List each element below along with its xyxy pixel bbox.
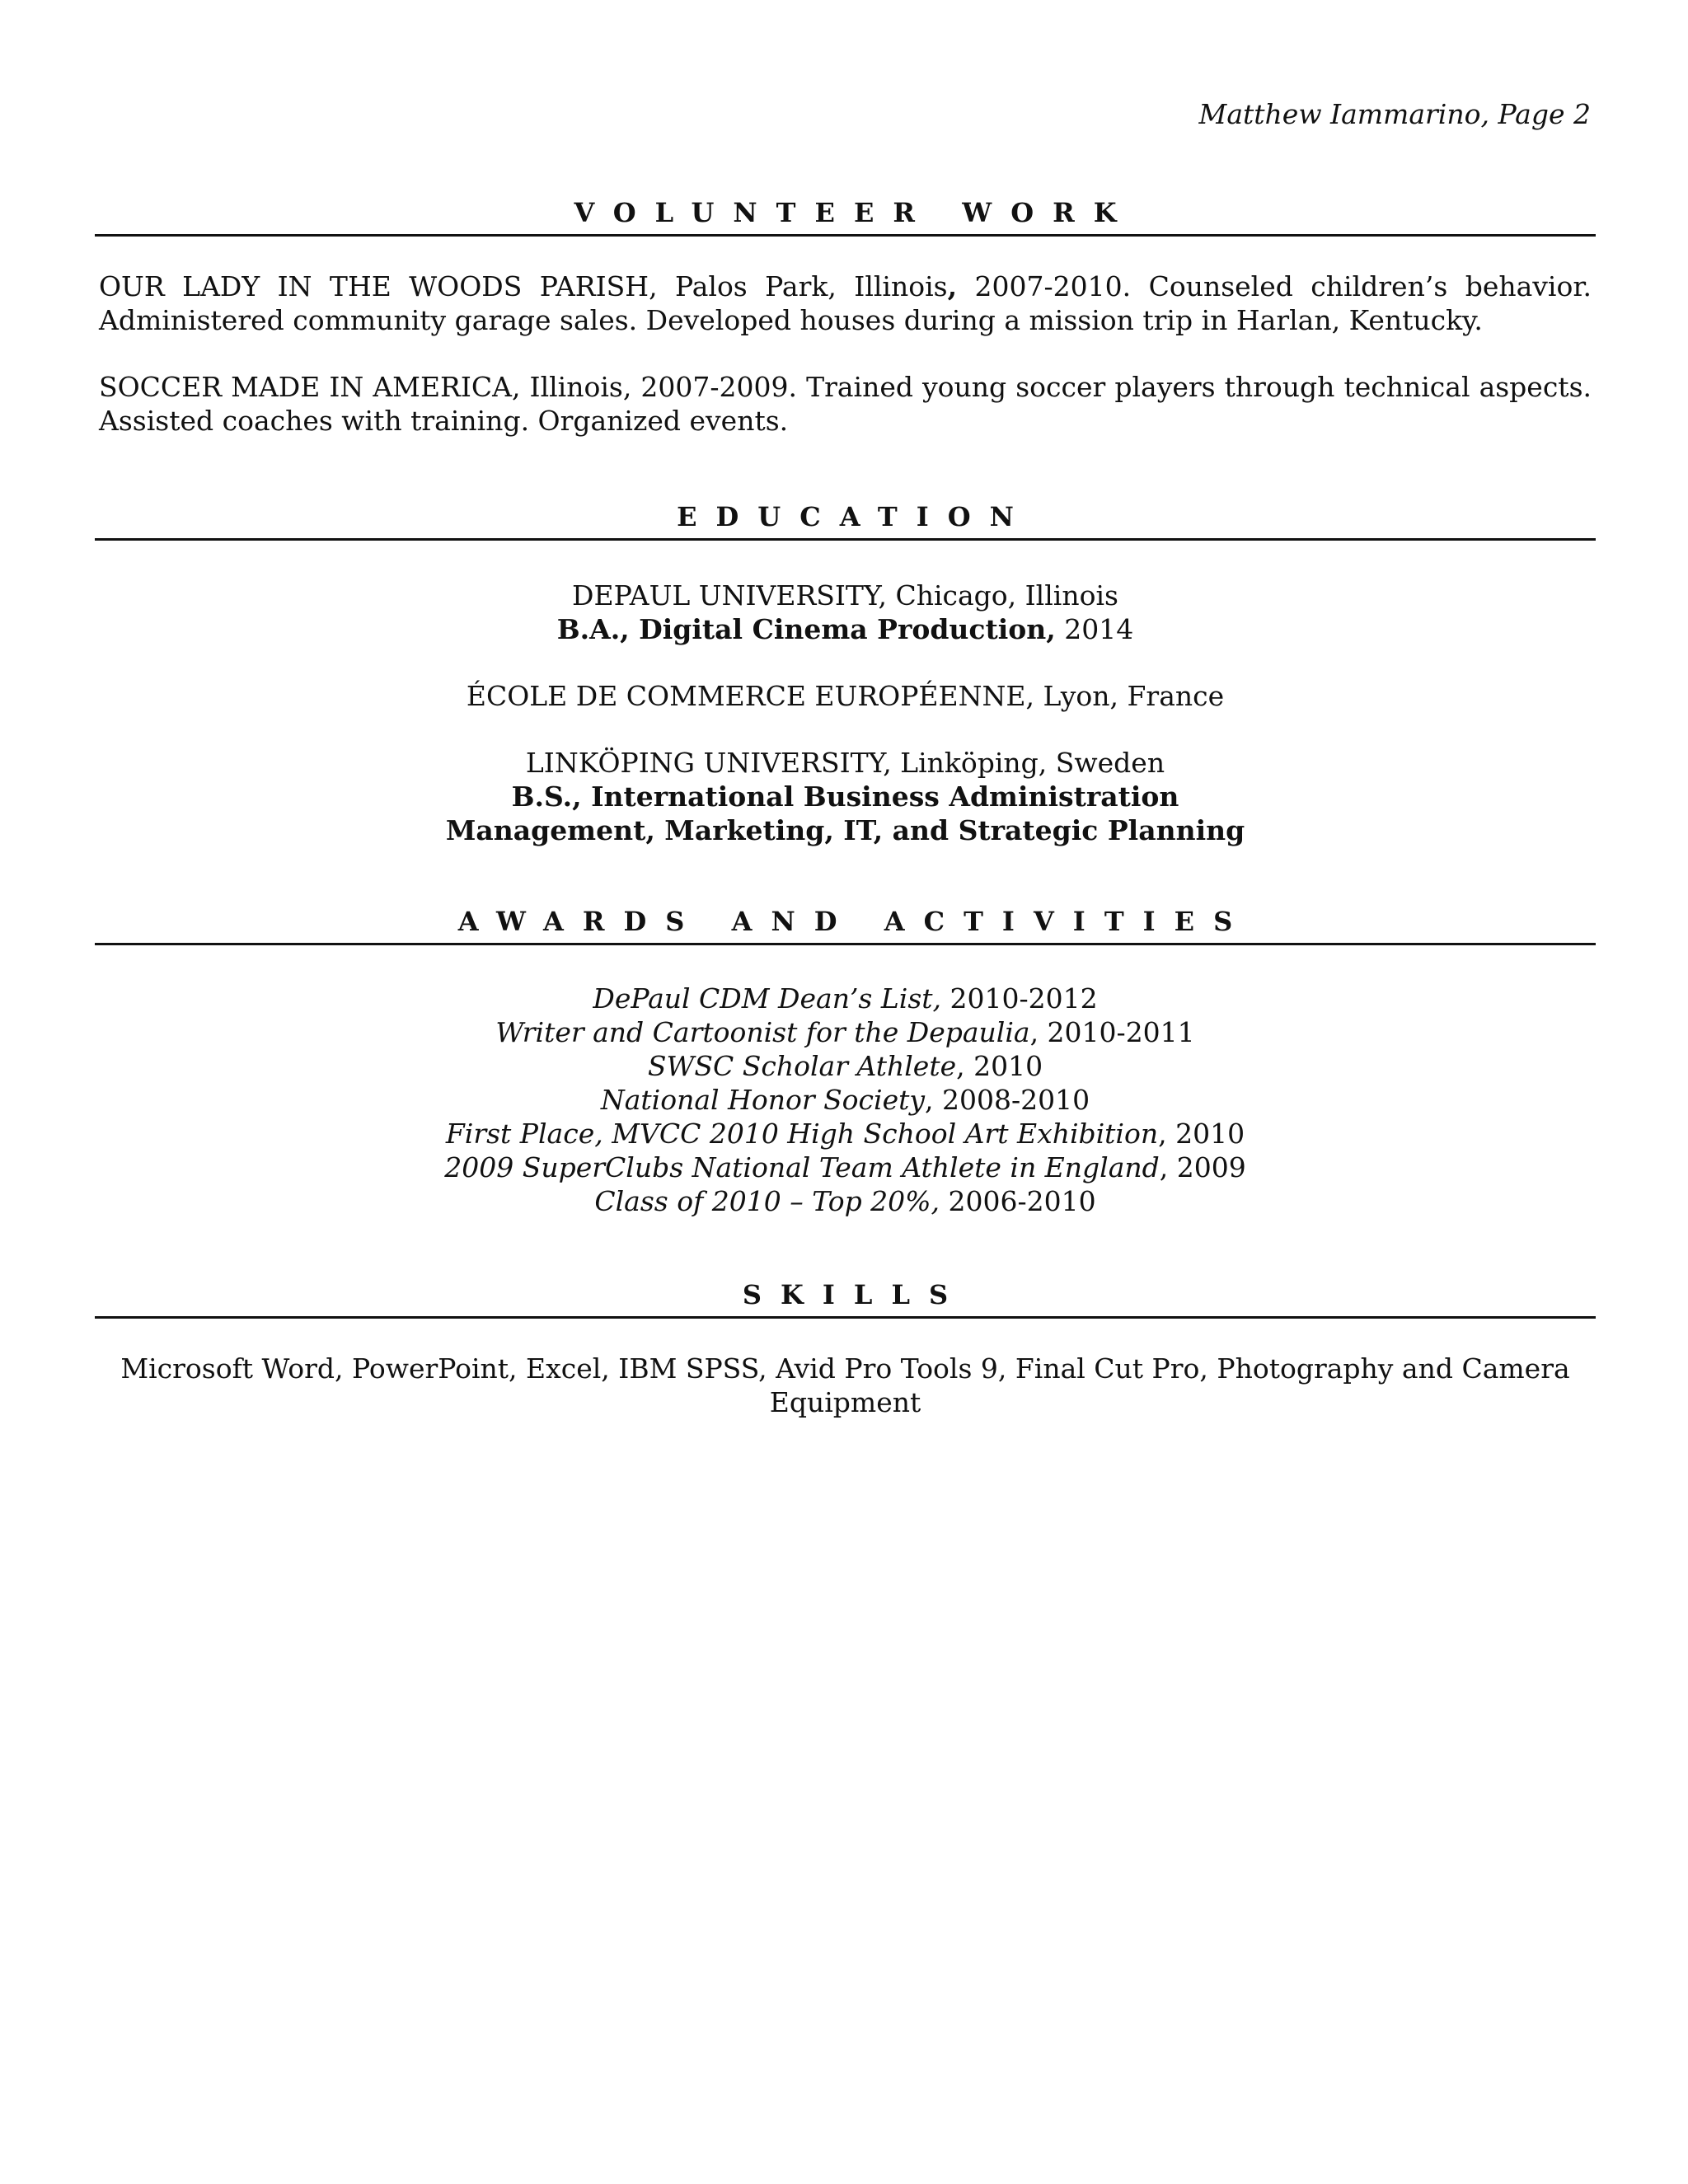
school-line — [95, 679, 1596, 713]
section-title-volunteer-work: VOLUNTEER WORK — [574, 197, 1136, 228]
school-name: LINKÖPING UNIVERSITY — [525, 747, 884, 779]
award-years: , 2009 — [1159, 1151, 1246, 1183]
school-location: , Lyon, France — [1025, 680, 1225, 712]
award-years: , 2010 — [1158, 1118, 1245, 1150]
award-item — [95, 1184, 1596, 1218]
volunteer-details: 2007-2009. Trained young soccer players through technical aspects. Assisted coaches with training. Organized events. — [99, 371, 1592, 437]
award-item — [95, 1049, 1596, 1083]
award-name: Writer and Cartoonist for the Depaulia — [495, 1016, 1030, 1048]
degree-year: 2014 — [1055, 613, 1134, 645]
education-entry — [95, 679, 1596, 713]
volunteer-location: , Illinois — [512, 371, 623, 403]
award-item — [95, 982, 1596, 1015]
running-header: Matthew Iammarino, Page 2 — [1198, 98, 1591, 130]
award-item — [95, 1015, 1596, 1049]
award-name: 2009 SuperClubs National Team Athlete in England — [444, 1151, 1160, 1183]
section-title-awards: AWARDS AND ACTIVITIES — [457, 906, 1252, 937]
volunteer-entry — [99, 269, 1592, 337]
section-rule — [95, 1316, 1596, 1319]
section-rule — [95, 538, 1596, 541]
award-name: SWSC Scholar Athlete — [647, 1050, 957, 1082]
section-skills — [95, 1278, 1596, 1419]
volunteer-entry — [99, 370, 1592, 438]
volunteer-org: SOCCER MADE IN AMERICA — [99, 371, 512, 403]
school-location: , Chicago, Illinois — [878, 579, 1118, 612]
section-title-skills: SKILLS — [742, 1279, 968, 1310]
school-name: ÉCOLE DE COMMERCE EUROPÉENNE — [466, 680, 1026, 712]
section-volunteer-work — [95, 196, 1596, 438]
award-years: 2006-2010 — [940, 1185, 1096, 1217]
award-name: Class of 2010 – Top 20%, — [594, 1185, 940, 1217]
degree-name: B.A., Digital Cinema Production, — [556, 613, 1056, 645]
award-name: National Honor Society — [600, 1084, 926, 1116]
section-rule — [95, 943, 1596, 945]
volunteer-comma: , — [622, 371, 632, 403]
section-rule — [95, 234, 1596, 237]
education-entry — [95, 579, 1596, 646]
school-location: , Linköping, Sweden — [883, 747, 1165, 779]
school-line — [95, 746, 1596, 780]
skills-list: Microsoft Word, PowerPoint, Excel, IBM SPSS, Avid Pro Tools 9, Final Cut Pro, Photography and Camera Equipment — [120, 1352, 1570, 1418]
section-awards-and-activities — [95, 905, 1596, 1218]
volunteer-comma: , — [947, 270, 958, 302]
school-name: DEPAUL UNIVERSITY — [572, 579, 879, 612]
volunteer-location: , Palos Park, Illinois — [649, 270, 948, 302]
degree-name: B.S., International Business Administration — [511, 780, 1179, 813]
degree-focus: Management, Marketing, IT, and Strategic Planning — [445, 814, 1245, 846]
volunteer-details: 2007-2010. Counseled children’s behavior. Administered community garage sales. Developed houses during a mission trip in Harlan, Kentucky. — [99, 270, 1592, 336]
section-title-education: EDUCATION — [677, 501, 1033, 532]
section-education — [95, 500, 1596, 847]
award-name: DePaul CDM Dean’s List, — [593, 982, 942, 1015]
awards-list — [95, 982, 1596, 1218]
award-item — [95, 1083, 1596, 1117]
award-item — [95, 1151, 1596, 1184]
school-line — [95, 579, 1596, 612]
volunteer-org: OUR LADY IN THE WOODS PARISH — [99, 270, 649, 302]
award-item — [95, 1117, 1596, 1151]
education-entry — [95, 746, 1596, 847]
award-years: , 2008-2010 — [925, 1084, 1090, 1116]
award-years: 2010-2012 — [941, 982, 1098, 1015]
award-years: , 2010-2011 — [1029, 1016, 1195, 1048]
award-years: , 2010 — [956, 1050, 1043, 1082]
award-name: First Place, MVCC 2010 High School Art Exhibition — [445, 1118, 1159, 1150]
degree-line — [95, 612, 1596, 646]
